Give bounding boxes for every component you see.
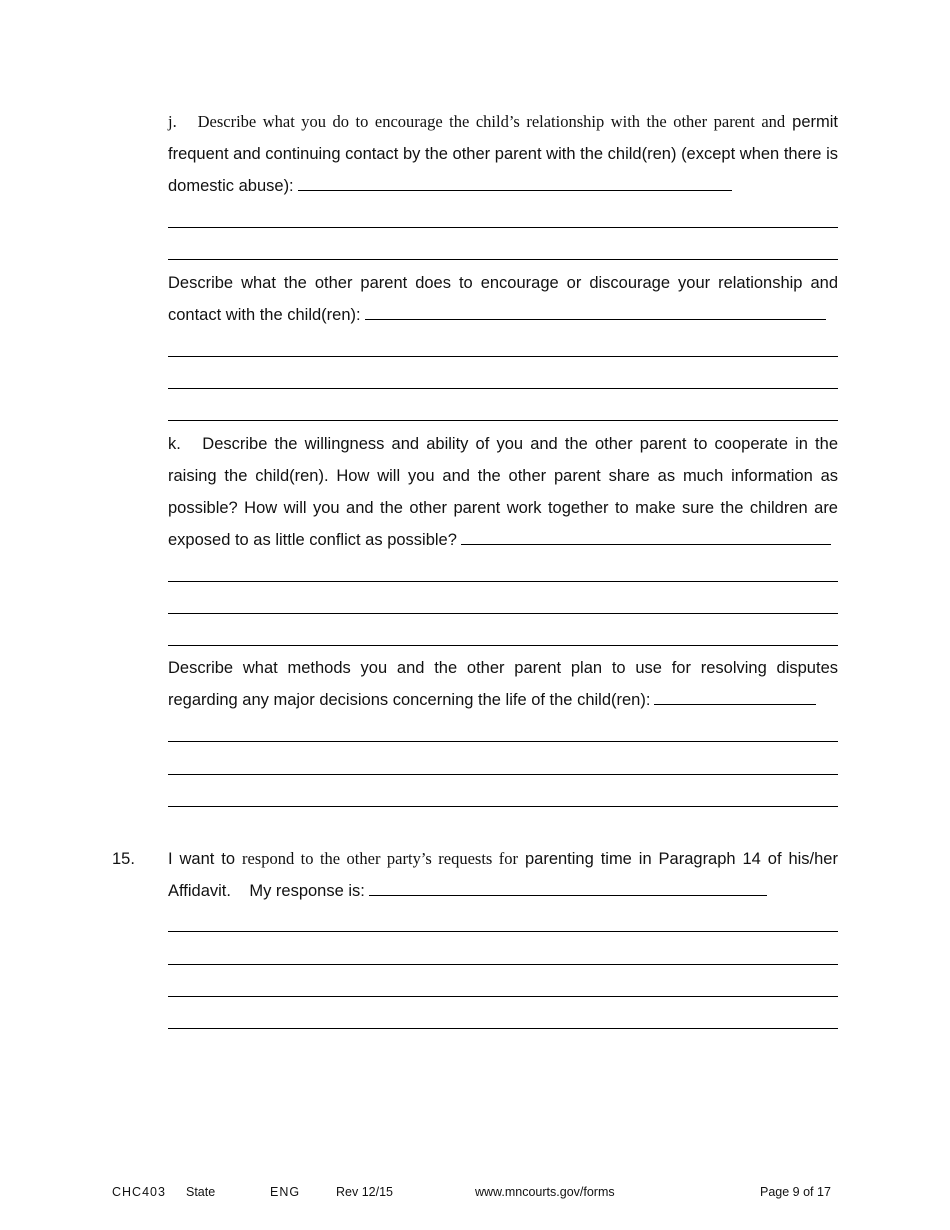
- section-j-other-answer-line-4[interactable]: [168, 420, 838, 421]
- footer-page-number: Page 9 of 17: [760, 1185, 831, 1199]
- item-15-text-b: parenting time in Paragraph 14 of his/her Affidavit.: [168, 850, 838, 900]
- item-15-text-serif: respond to the other party’s requests for: [241, 849, 519, 868]
- item-15-number: 15.: [112, 850, 135, 868]
- footer-form-code: CHC403: [112, 1185, 166, 1199]
- section-k-methods-answer-line-1[interactable]: [654, 703, 816, 705]
- item-15-prompt: [168, 843, 838, 907]
- footer-type: State: [186, 1185, 216, 1199]
- section-j-other-answer-line-3[interactable]: [168, 388, 838, 389]
- section-k-prompt-2: [168, 652, 838, 716]
- item-15-text-a: I want to: [168, 850, 236, 868]
- section-k-prompt-1: [168, 428, 838, 556]
- footer-revision: Rev 12/15: [336, 1185, 393, 1199]
- section-j-answer-line-2[interactable]: [168, 227, 838, 228]
- section-k-methods-answer-line-3[interactable]: [168, 774, 838, 775]
- section-k-answer-line-3[interactable]: [168, 613, 838, 614]
- section-k-methods-answer-line-2[interactable]: [168, 741, 838, 742]
- section-k-answer-line-2[interactable]: [168, 581, 838, 582]
- section-j-prompt-1-serif: Describe what you do to encourage the child’s relationship with the other parent and: [197, 112, 786, 131]
- section-j-prompt-2-text: Describe what the other parent does to encourage or discourage your relationship and contact with the child(ren):: [168, 274, 838, 324]
- footer-language: ENG: [270, 1185, 301, 1199]
- section-j-prompt-2: [168, 267, 838, 331]
- section-j-answer-line-1[interactable]: [298, 189, 732, 191]
- section-k-answer-line-1[interactable]: [461, 543, 831, 545]
- section-j-prompt-1: [168, 106, 838, 202]
- footer-url: www.mncourts.gov/forms: [475, 1185, 615, 1199]
- section-k-answer-line-4[interactable]: [168, 645, 838, 646]
- section-j-other-answer-line-1[interactable]: [365, 318, 826, 320]
- item-15-answer-line-4[interactable]: [168, 996, 838, 997]
- section-j-prompt-1-rest: permit frequent and continuing contact by the other parent with the child(ren) (except when there is domestic abuse):: [168, 113, 838, 195]
- section-j-other-answer-line-2[interactable]: [168, 356, 838, 357]
- item-15-answer-line-2[interactable]: [168, 931, 838, 932]
- section-j-label: j.: [168, 112, 177, 131]
- section-k-prompt-2-text: Describe what methods you and the other parent plan to use for resolving disputes regarding any major decisions concerning the life of the child(ren):: [168, 659, 838, 709]
- section-k-label: k.: [168, 435, 181, 453]
- item-15-answer-line-1[interactable]: [369, 894, 767, 896]
- section-k-methods-answer-line-4[interactable]: [168, 806, 838, 807]
- item-15-answer-line-5[interactable]: [168, 1028, 838, 1029]
- section-j-answer-line-3[interactable]: [168, 259, 838, 260]
- section-k-prompt-1-text: Describe the willingness and ability of you and the other parent to cooperate in the raising the child(ren). How will you and the other parent share as much information as possible? How will you and the other parent work together to make sure the children are exposed to as little conflict as possible?: [168, 435, 838, 549]
- item-15-response-label: My response is:: [249, 882, 365, 900]
- item-15-answer-line-3[interactable]: [168, 964, 838, 965]
